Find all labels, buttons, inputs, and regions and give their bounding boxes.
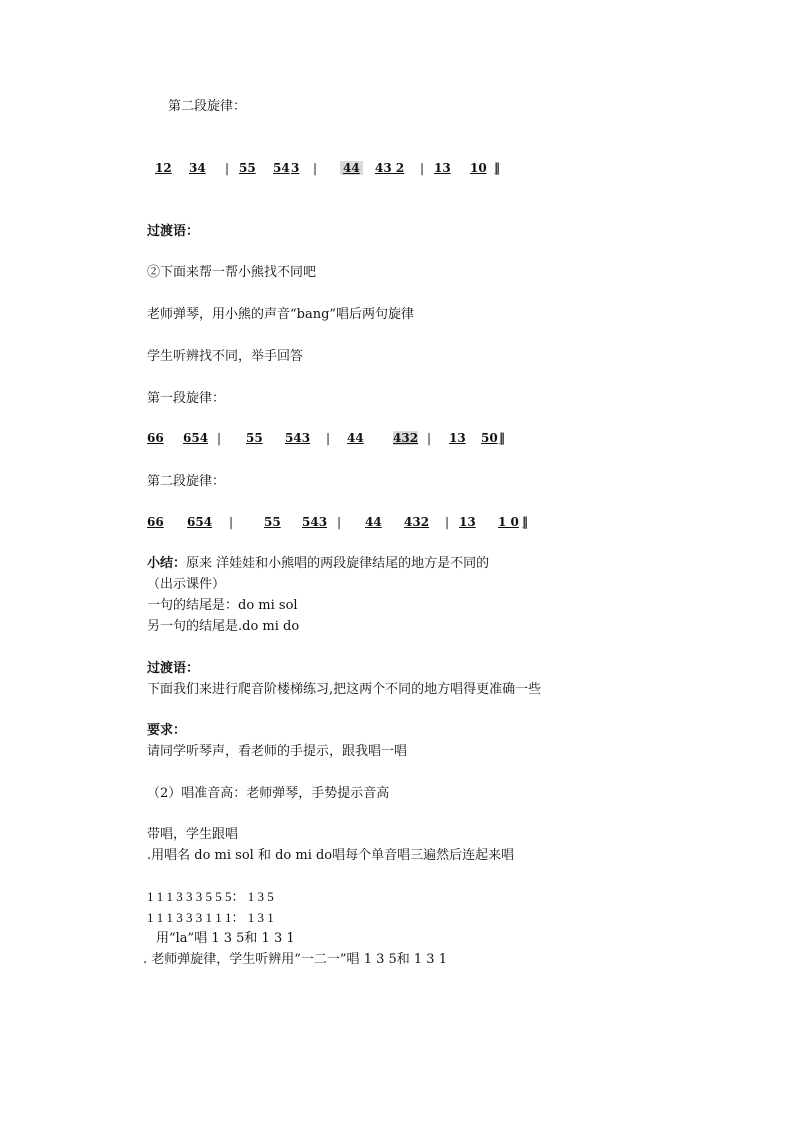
note-group: 3 bbox=[291, 161, 300, 175]
note-group: 654 bbox=[183, 431, 209, 445]
note-group: 12 bbox=[155, 161, 172, 175]
notation-row-melody-2-top bbox=[0, 161, 794, 179]
summary-line bbox=[147, 555, 489, 573]
note-group: 55 bbox=[264, 515, 281, 529]
bar-line: | bbox=[313, 161, 318, 175]
note-group: 654 bbox=[187, 515, 213, 529]
note-group: 54 bbox=[273, 161, 290, 175]
note-group: 66 bbox=[147, 431, 164, 445]
note-group: 13 bbox=[434, 161, 451, 175]
bar-line: | bbox=[229, 515, 234, 529]
note-group-highlighted: 432 bbox=[393, 431, 419, 445]
note-group: 44 bbox=[347, 431, 364, 445]
note-sequence: 1 1 1 3 3 3 5 5 5： 1 3 5 bbox=[147, 889, 274, 904]
end-barline: ‖ bbox=[499, 431, 505, 445]
notation-row-melody-2 bbox=[0, 515, 794, 533]
paragraph: 另一句的结尾是.do mi do bbox=[147, 619, 300, 634]
paragraph: （2）唱准音高：老师弹琴，手势提示音高 bbox=[147, 786, 390, 801]
section-heading-melody-2: 第二段旋律： bbox=[168, 99, 247, 114]
bar-line: | bbox=[427, 431, 432, 445]
note-group: 50 bbox=[481, 431, 498, 445]
requirement-heading: 要求： bbox=[147, 723, 187, 738]
paragraph: 下面我们来进行爬音阶楼梯练习,把这两个不同的地方唱得更准确一些 bbox=[147, 682, 542, 697]
note-group: 43 2 bbox=[375, 161, 405, 175]
bar-line: | bbox=[445, 515, 450, 529]
note-group: 1 0 bbox=[498, 515, 519, 529]
paragraph: 学生听辨找不同，举手回答 bbox=[147, 349, 304, 364]
note-group: 432 bbox=[404, 515, 430, 529]
end-barline: ‖ bbox=[522, 515, 528, 529]
paragraph: 请同学听琴声，看老师的手提示，跟我唱一唱 bbox=[147, 744, 408, 759]
summary-text: 原来 洋娃娃和小熊唱的两段旋律结尾的地方是不同的 bbox=[186, 556, 490, 571]
transition-heading: 过渡语： bbox=[147, 661, 200, 676]
paragraph: （出示课件） bbox=[147, 577, 226, 592]
note-group: 55 bbox=[246, 431, 263, 445]
note-group: 55 bbox=[239, 161, 256, 175]
bar-line: | bbox=[420, 161, 425, 175]
paragraph: .用唱名 do mi sol 和 do mi do唱每个单音唱三遍然后连起来唱 bbox=[147, 848, 515, 863]
paragraph: . 老师弹旋律，学生听辨用“一二一”唱 1 3 5和 1 3 1 bbox=[143, 952, 447, 967]
section-heading-melody-2: 第二段旋律： bbox=[147, 474, 226, 489]
end-barline: ‖ bbox=[494, 161, 500, 175]
bar-line: | bbox=[225, 161, 230, 175]
paragraph: 用“la”唱 1 3 5和 1 3 1 bbox=[156, 931, 295, 946]
paragraph: 带唱，学生跟唱 bbox=[147, 827, 239, 842]
note-group: 13 bbox=[459, 515, 476, 529]
note-group: 543 bbox=[302, 515, 328, 529]
transition-heading: 过渡语： bbox=[147, 224, 200, 239]
notation-row-melody-1 bbox=[0, 431, 794, 449]
note-group: 44 bbox=[365, 515, 382, 529]
note-group-highlighted: 44 bbox=[340, 161, 363, 175]
bar-line: | bbox=[217, 431, 222, 445]
note-group: 10 bbox=[470, 161, 487, 175]
bar-line: | bbox=[326, 431, 331, 445]
summary-label: 小结： bbox=[147, 556, 187, 571]
note-group: 13 bbox=[449, 431, 466, 445]
paragraph: 一句的结尾是：do mi sol bbox=[147, 598, 298, 613]
paragraph: ②下面来帮一帮小熊找不同吧 bbox=[147, 265, 317, 280]
note-group: 66 bbox=[147, 515, 164, 529]
section-heading-melody-1: 第一段旋律： bbox=[147, 391, 226, 406]
bar-line: | bbox=[337, 515, 342, 529]
note-sequence: 1 1 1 3 3 3 1 1 1： 1 3 1 bbox=[147, 910, 274, 925]
note-group: 543 bbox=[285, 431, 311, 445]
note-group: 34 bbox=[189, 161, 206, 175]
paragraph: 老师弹琴，用小熊的声音“bang”唱后两句旋律 bbox=[147, 307, 415, 322]
